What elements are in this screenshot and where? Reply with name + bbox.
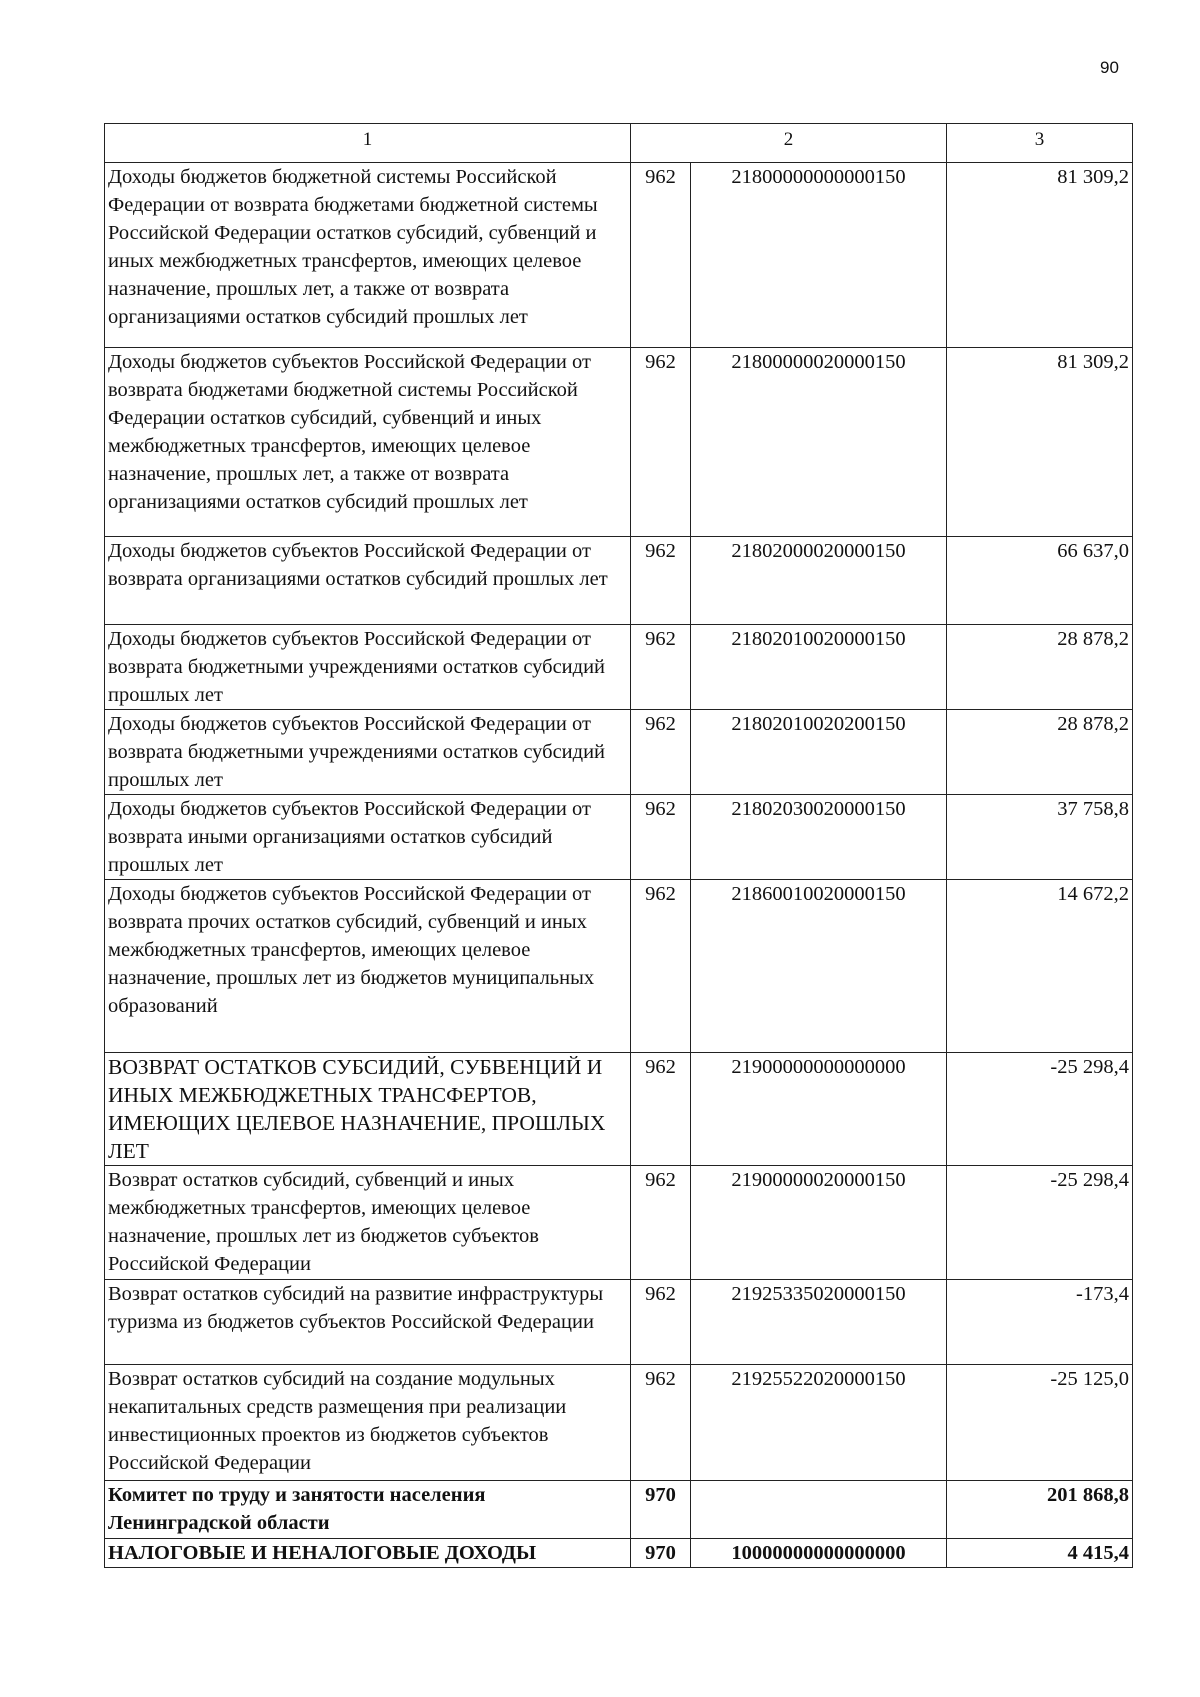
row-budget-code — [691, 1481, 947, 1539]
row-budget-code: 21802010020000150 — [691, 625, 947, 710]
row-description: Возврат остатков субсидий, субвенций и иных межбюджетных трансфертов, имеющих целевое назначение, прошлых лет из бюджетов субъектов Российской Федерации — [105, 1166, 631, 1280]
row-budget-code: 21800000020000150 — [691, 348, 947, 537]
row-description: Возврат остатков субсидий на создание модульных некапитальных средств размещения при реализации инвестиционных проектов из бюджетов субъектов Российской Федерации — [105, 1365, 631, 1481]
row-admin-code: 962 — [631, 1053, 691, 1166]
table-row — [105, 1166, 1133, 1280]
header-col-3: 3 — [947, 124, 1133, 163]
row-admin-code: 962 — [631, 163, 691, 348]
table-row — [105, 710, 1133, 795]
row-admin-code: 962 — [631, 1166, 691, 1280]
row-description: Комитет по труду и занятости населения Ленинградской области — [105, 1481, 631, 1539]
row-admin-code: 962 — [631, 710, 691, 795]
row-admin-code: 970 — [631, 1481, 691, 1539]
row-description: Доходы бюджетов субъектов Российской Федерации от возврата прочих остатков субсидий, субвенций и иных межбюджетных трансфертов, имеющих целевое назначение, прошлых лет из бюджетов муниципальных образований — [105, 880, 631, 1053]
table-row — [105, 1539, 1133, 1568]
row-admin-code: 962 — [631, 795, 691, 880]
table-row — [105, 348, 1133, 537]
row-budget-code: 21900000000000000 — [691, 1053, 947, 1166]
row-amount: -25 125,0 — [947, 1365, 1133, 1481]
row-budget-code: 21900000020000150 — [691, 1166, 947, 1280]
table-row — [105, 1481, 1133, 1539]
row-amount: 201 868,8 — [947, 1481, 1133, 1539]
row-description: Доходы бюджетов бюджетной системы Российской Федерации от возврата бюджетами бюджетной системы Российской Федерации остатков субсидий, субвенций и иных межбюджетных трансфертов, имеющих целевое назначение, прошлых лет, а также от возврата организациями остатков субсидий прошлых лет — [105, 163, 631, 348]
table-row — [105, 1365, 1133, 1481]
row-amount: -173,4 — [947, 1280, 1133, 1365]
row-admin-code: 970 — [631, 1539, 691, 1568]
header-col-1: 1 — [105, 124, 631, 163]
row-amount: 81 309,2 — [947, 163, 1133, 348]
row-description: Доходы бюджетов субъектов Российской Федерации от возврата бюджетами бюджетной системы Российской Федерации остатков субсидий, субвенций и иных межбюджетных трансфертов, имеющих целевое назначение, прошлых лет, а также от возврата организациями остатков субсидий прошлых лет — [105, 348, 631, 537]
table-row — [105, 880, 1133, 1053]
row-amount: 4 415,4 — [947, 1539, 1133, 1568]
row-admin-code: 962 — [631, 1365, 691, 1481]
row-amount: 28 878,2 — [947, 710, 1133, 795]
page-number: 90 — [1100, 58, 1119, 77]
table-row — [105, 625, 1133, 710]
row-amount: 81 309,2 — [947, 348, 1133, 537]
table-row — [105, 537, 1133, 625]
row-description: ВОЗВРАТ ОСТАТКОВ СУБСИДИЙ, СУБВЕНЦИЙ И ИНЫХ МЕЖБЮДЖЕТНЫХ ТРАНСФЕРТОВ, ИМЕЮЩИХ ЦЕЛЕВОЕ НАЗНАЧЕНИЕ, ПРОШЛЫХ ЛЕТ — [105, 1053, 631, 1166]
row-budget-code: 21925522020000150 — [691, 1365, 947, 1481]
row-admin-code: 962 — [631, 1280, 691, 1365]
row-description: НАЛОГОВЫЕ И НЕНАЛОГОВЫЕ ДОХОДЫ — [105, 1539, 631, 1568]
row-amount: 37 758,8 — [947, 795, 1133, 880]
revenue-table — [104, 123, 1133, 1568]
table-row — [105, 795, 1133, 880]
table-header-row — [105, 124, 1133, 163]
row-budget-code: 21860010020000150 — [691, 880, 947, 1053]
row-description: Доходы бюджетов субъектов Российской Федерации от возврата организациями остатков субсидий прошлых лет — [105, 537, 631, 625]
row-budget-code: 10000000000000000 — [691, 1539, 947, 1568]
row-description: Возврат остатков субсидий на развитие инфраструктуры туризма из бюджетов субъектов Российской Федерации — [105, 1280, 631, 1365]
header-col-2: 2 — [631, 124, 947, 163]
row-amount: 28 878,2 — [947, 625, 1133, 710]
row-description: Доходы бюджетов субъектов Российской Федерации от возврата бюджетными учреждениями остатков субсидий прошлых лет — [105, 710, 631, 795]
row-admin-code: 962 — [631, 348, 691, 537]
row-budget-code: 21802010020200150 — [691, 710, 947, 795]
row-budget-code: 21925335020000150 — [691, 1280, 947, 1365]
row-amount: -25 298,4 — [947, 1166, 1133, 1280]
table-row — [105, 1280, 1133, 1365]
row-budget-code: 21802030020000150 — [691, 795, 947, 880]
row-description: Доходы бюджетов субъектов Российской Федерации от возврата иными организациями остатков субсидий прошлых лет — [105, 795, 631, 880]
row-amount: 14 672,2 — [947, 880, 1133, 1053]
row-admin-code: 962 — [631, 625, 691, 710]
row-admin-code: 962 — [631, 880, 691, 1053]
table-row — [105, 163, 1133, 348]
table-row — [105, 1053, 1133, 1166]
row-description: Доходы бюджетов субъектов Российской Федерации от возврата бюджетными учреждениями остатков субсидий прошлых лет — [105, 625, 631, 710]
row-budget-code: 21800000000000150 — [691, 163, 947, 348]
row-admin-code: 962 — [631, 537, 691, 625]
row-budget-code: 21802000020000150 — [691, 537, 947, 625]
row-amount: 66 637,0 — [947, 537, 1133, 625]
row-amount: -25 298,4 — [947, 1053, 1133, 1166]
